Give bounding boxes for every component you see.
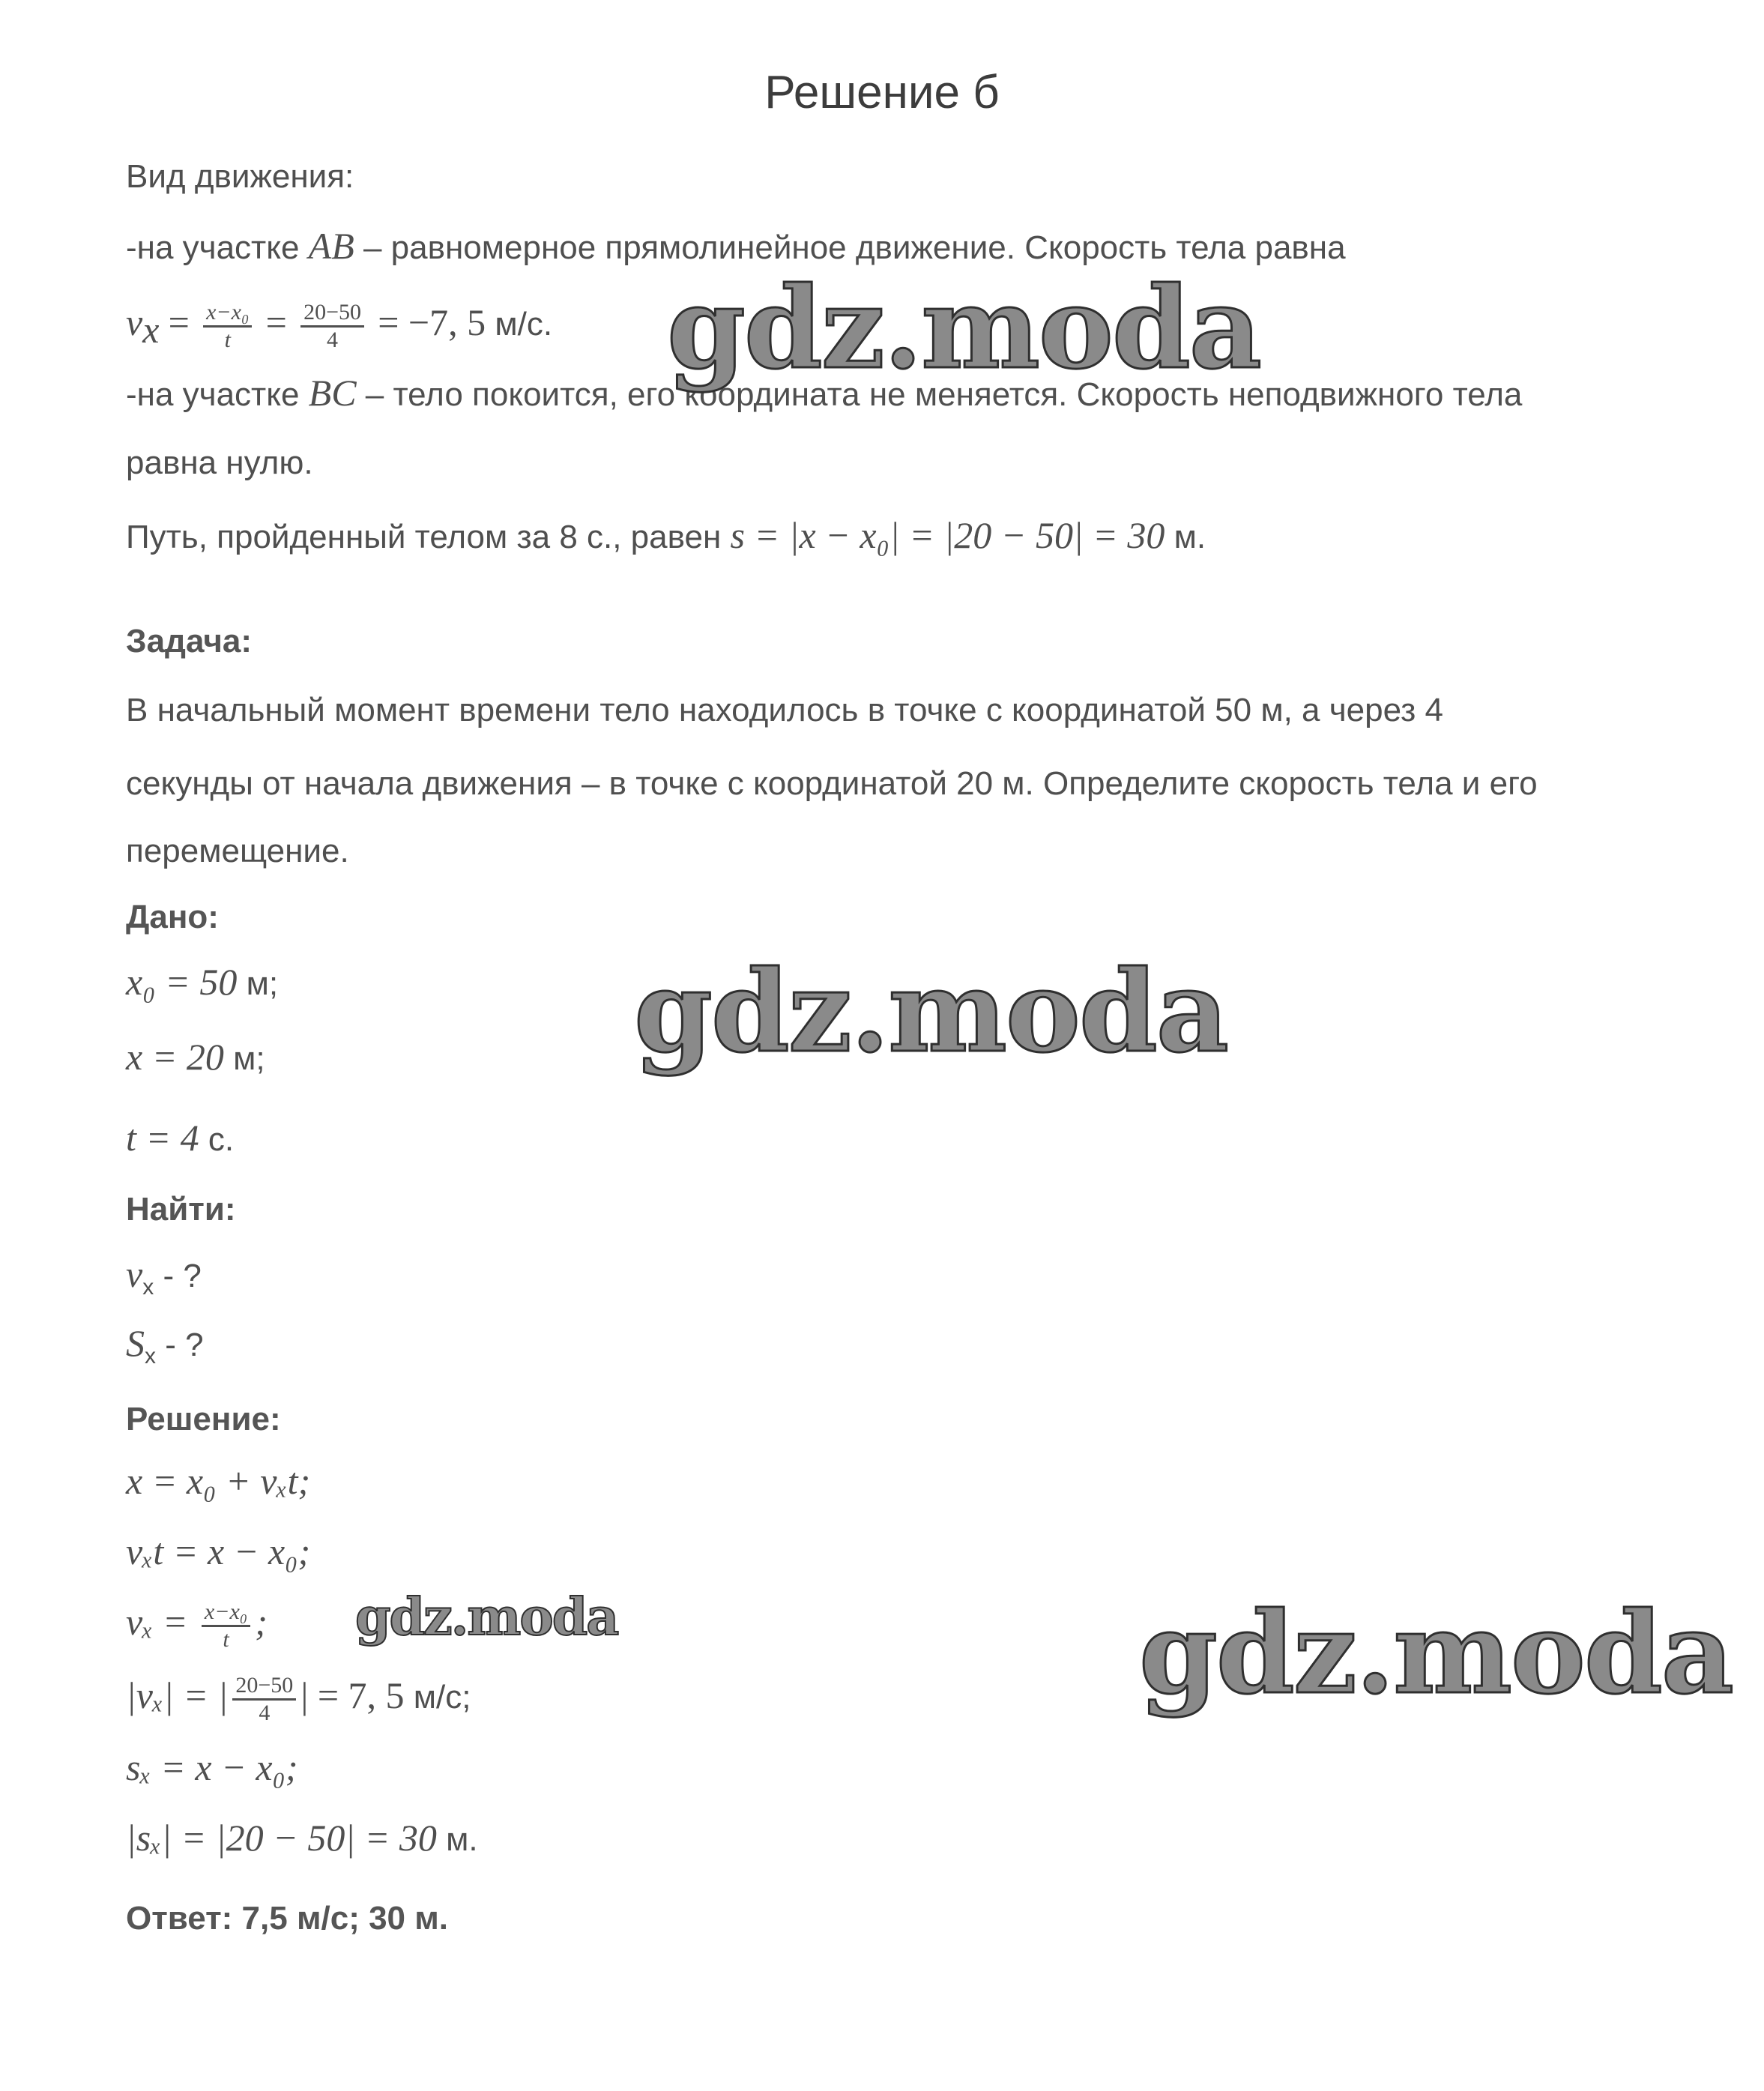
f1-frac2-num: 20−50 (300, 300, 364, 328)
bc-prefix: -на участке (126, 376, 300, 413)
task-line-1: В начальный момент времени тело находилось в точке с координатой 50 м, а через 4 (126, 692, 1443, 728)
solution-eq-3-den: t (223, 1626, 229, 1652)
path-formula: s = |x − x₀| = |20 − 50| = 30 (730, 514, 1165, 556)
given-t-unit: с. (208, 1121, 235, 1158)
watermark-1: gdz.moda (667, 262, 1261, 394)
f1-lhs-sub: x (142, 309, 160, 351)
task-line-2: секунды от начала движения – в точке с координатой 20 м. Определите скорость тела и его (126, 765, 1538, 802)
f1-lhs: v (126, 301, 143, 343)
solution-line-2 (126, 1529, 310, 1576)
find-sx-symbol: S (126, 1322, 145, 1364)
given-x0-unit: м; (246, 965, 279, 1002)
find-vx-symbol: v (126, 1253, 143, 1295)
given-heading: Дано: (126, 899, 219, 935)
path-unit: м. (1174, 519, 1206, 555)
solution-line-5 (126, 1745, 298, 1792)
solution-eq-6-unit: м. (446, 1821, 478, 1858)
f1-frac-den: t (224, 327, 231, 352)
solution-eq-3-lhs: vₓ = (126, 1601, 188, 1643)
solution-line-1 (126, 1458, 310, 1506)
f1-result: = −7, 5 (378, 301, 486, 343)
find-sx (126, 1321, 204, 1379)
solution-line-4 (126, 1665, 471, 1728)
bc-var: BC (308, 372, 357, 414)
ab-prefix: -на участке (126, 229, 300, 266)
path-line (126, 513, 1206, 560)
bc-suffix: – тело покоится, его координата не меняется. Скорость неподвижного тела (365, 376, 1523, 413)
given-x0-formula: x₀ = 50 (126, 961, 238, 1003)
f1-frac-num: x−x₀ (203, 300, 252, 328)
task-line-3: перемещение. (126, 833, 349, 869)
ab-suffix: – равномерное прямолинейное движение. Скорость тела равна (363, 229, 1346, 266)
watermark-4: gdz.moda (1139, 1587, 1733, 1719)
find-sx-sub: x (145, 1344, 156, 1369)
find-vx-question: - ? (163, 1258, 202, 1294)
find-heading: Найти: (126, 1191, 236, 1228)
solution-eq-4-frac (232, 1673, 296, 1726)
segment-bc-cont: равна нулю. (126, 444, 313, 481)
path-text: Путь, пройденный телом за 8 с., равен (126, 519, 722, 555)
solution-heading: Решение: (126, 1401, 281, 1437)
solution-eq-2: vₓt = x − x₀; (126, 1530, 311, 1572)
solution-eq-1: x = x₀ + vₓt; (126, 1460, 311, 1502)
task-heading: Задача: (126, 623, 253, 660)
solution-eq-3-frac (202, 1599, 250, 1653)
watermark-2: gdz.moda (634, 946, 1228, 1078)
motion-heading-text: Вид движения: (126, 158, 354, 195)
solution-eq-6: |sₓ| = |20 − 50| = 30 (126, 1817, 437, 1859)
solution-eq-4-lhs: |vₓ| = | (126, 1674, 229, 1716)
given-x-unit: м; (233, 1040, 265, 1077)
solution-eq-4-rhs: | = 7, 5 (300, 1674, 405, 1716)
solution-line-3 (126, 1592, 268, 1654)
page-title: Решение б (764, 67, 1000, 118)
solution-eq-5: sₓ = x − x₀; (126, 1746, 298, 1788)
ab-var: AB (308, 225, 354, 267)
motion-heading (126, 154, 354, 199)
f1-frac (203, 300, 252, 353)
f1-unit: м/с. (495, 306, 553, 343)
given-t (126, 1115, 234, 1162)
solution-line-6 (126, 1815, 478, 1862)
given-x0 (126, 959, 278, 1007)
f1-frac2-den: 4 (327, 327, 339, 352)
find-vx (126, 1252, 202, 1310)
given-t-formula: t = 4 (126, 1117, 199, 1159)
solution-eq-4-den: 4 (259, 1700, 271, 1725)
f1-frac2 (300, 300, 364, 353)
solution-eq-4-num: 20−50 (232, 1673, 296, 1701)
solution-eq-3-end: ; (255, 1601, 268, 1643)
velocity-formula-1: $v_x$ = $\frac{\text{x−x₀}}{t}$ = $\frac{20-50}{4}$ = −7, 5 м/с. (126, 299, 553, 352)
given-x-formula: x = 20 (126, 1036, 224, 1078)
find-sx-question: - ? (165, 1327, 204, 1363)
solution-eq-4-unit: м/с; (413, 1679, 471, 1716)
answer: Ответ: 7,5 м/с; 30 м. (126, 1900, 449, 1937)
find-vx-sub: x (142, 1275, 154, 1300)
solution-eq-3-num: x−x₀ (202, 1599, 250, 1627)
watermark-3: gdz.moda (355, 1587, 618, 1647)
given-x (126, 1034, 265, 1081)
